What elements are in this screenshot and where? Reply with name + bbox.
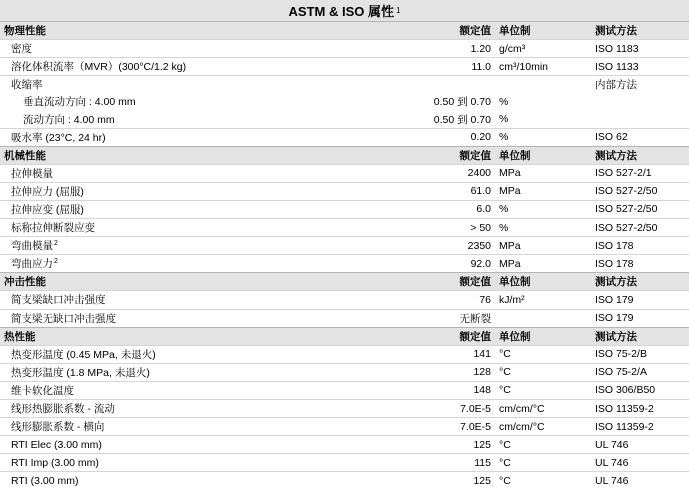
property-unit: cm³/10min — [498, 58, 595, 76]
property-value: 61.0 — [399, 182, 498, 200]
property-method: ISO 178 — [595, 237, 689, 255]
col-header-value: 额定值 — [399, 22, 498, 40]
property-method: ISO 75-2/A — [595, 363, 689, 381]
property-name-cell — [0, 237, 399, 255]
table-row — [0, 418, 689, 436]
property-unit: MPa — [498, 237, 595, 255]
table-row — [0, 472, 689, 490]
property-name: 弯曲模量 — [11, 240, 53, 253]
property-name: 热变形温度 (1.8 MPa, 未退火) — [0, 363, 399, 381]
property-value: 125 — [399, 436, 498, 454]
property-unit: °C — [498, 363, 595, 381]
property-method: ISO 179 — [595, 291, 689, 309]
property-name: 维卡软化温度 — [0, 381, 399, 399]
property-value: 0.20 — [399, 128, 498, 146]
section-header-thermal — [0, 327, 689, 345]
table-row — [0, 219, 689, 237]
property-value: 76 — [399, 291, 498, 309]
property-value: 0.50 到 0.70 — [433, 96, 491, 109]
table-row — [0, 291, 689, 309]
col-header-method: 测试方法 — [595, 327, 689, 345]
property-unit: °C — [498, 472, 595, 490]
table-row — [0, 436, 689, 454]
col-header-unit: 单位制 — [498, 273, 595, 291]
table-row — [0, 363, 689, 381]
property-value: 92.0 — [399, 255, 498, 273]
property-name: 溶化体积流率（MVR）(300°C/1.2 kg) — [0, 58, 399, 76]
property-method: ISO 527-2/50 — [595, 219, 689, 237]
property-value: 141 — [399, 345, 498, 363]
property-unit: g/cm³ — [498, 40, 595, 58]
property-unit: MPa — [498, 182, 595, 200]
table-row — [0, 182, 689, 200]
property-method: UL 746 — [595, 454, 689, 472]
property-name: 收缩率 — [0, 76, 399, 94]
property-name: 密度 — [0, 40, 399, 58]
section-title: 物理性能 — [0, 22, 399, 40]
property-unit: MPa — [498, 164, 595, 182]
property-method: ISO 527-2/50 — [595, 200, 689, 218]
property-value: 148 — [399, 381, 498, 399]
property-name: 垂直流动方向 : 4.00 mm — [23, 96, 136, 109]
property-value: 128 — [399, 363, 498, 381]
property-name: 流动方向 : 4.00 mm — [23, 113, 115, 126]
title-bar — [0, 0, 689, 21]
property-unit: °C — [498, 436, 595, 454]
property-value: 11.0 — [399, 58, 498, 76]
col-header-value: 额定值 — [399, 146, 498, 164]
property-method: UL 746 — [595, 472, 689, 490]
property-value: > 50 — [399, 219, 498, 237]
property-method: ISO 11359-2 — [595, 399, 689, 417]
property-name: 拉伸应变 (屈服) — [0, 200, 399, 218]
property-method: ISO 1133 — [595, 58, 689, 76]
table-row — [0, 164, 689, 182]
section-title: 冲击性能 — [0, 273, 399, 291]
property-method: 内部方法 — [595, 76, 689, 94]
section-header-physical — [0, 22, 689, 40]
table-row — [0, 93, 689, 110]
property-method — [595, 110, 689, 128]
property-unit: cm/cm/°C — [498, 399, 595, 417]
property-unit — [498, 309, 595, 327]
property-name: RTI Elec (3.00 mm) — [0, 436, 399, 454]
section-title: 热性能 — [0, 327, 399, 345]
col-header-method: 测试方法 — [595, 22, 689, 40]
property-method — [595, 93, 689, 110]
property-name: 简支梁无缺口冲击强度 — [0, 309, 399, 327]
property-method: UL 746 — [595, 436, 689, 454]
property-value: 7.0E-5 — [399, 399, 498, 417]
property-method: ISO 75-2/B — [595, 345, 689, 363]
property-unit: % — [498, 200, 595, 218]
property-method: ISO 306/B50 — [595, 381, 689, 399]
property-unit: °C — [498, 345, 595, 363]
properties-table — [0, 21, 689, 489]
property-unit: kJ/m² — [498, 291, 595, 309]
table-row — [0, 399, 689, 417]
property-name: 拉伸模量 — [0, 164, 399, 182]
section-header-impact — [0, 273, 689, 291]
property-method: ISO 178 — [595, 255, 689, 273]
property-value: 125 — [399, 472, 498, 490]
property-name: 热变形温度 (0.45 MPa, 未退火) — [0, 345, 399, 363]
property-method: ISO 1183 — [595, 40, 689, 58]
property-method: ISO 179 — [595, 309, 689, 327]
table-row — [0, 381, 689, 399]
property-name: 拉伸应力 (屈服) — [0, 182, 399, 200]
property-unit: cm/cm/°C — [498, 418, 595, 436]
footnote-marker: 2 — [54, 258, 58, 266]
table-row — [0, 309, 689, 327]
col-header-value: 额定值 — [399, 327, 498, 345]
property-value: 2350 — [399, 237, 498, 255]
property-unit: % — [499, 95, 509, 108]
property-value: 无断裂 — [399, 309, 498, 327]
property-value: 1.20 — [399, 40, 498, 58]
property-unit: °C — [498, 381, 595, 399]
table-row — [0, 40, 689, 58]
table-row — [0, 454, 689, 472]
property-unit: °C — [498, 454, 595, 472]
property-value: 6.0 — [399, 200, 498, 218]
col-header-unit: 单位制 — [498, 146, 595, 164]
page-title: ASTM & ISO 属性 — [288, 4, 394, 19]
col-header-method: 测试方法 — [595, 146, 689, 164]
title-footnote: 1 — [396, 6, 401, 15]
property-unit: % — [499, 113, 509, 126]
property-name: 吸水率 (23°C, 24 hr) — [0, 128, 399, 146]
section-title: 机械性能 — [0, 146, 399, 164]
property-unit: % — [498, 128, 595, 146]
property-value: 7.0E-5 — [399, 418, 498, 436]
property-value: 0.50 到 0.70 — [433, 113, 491, 126]
section-header-mechanical — [0, 146, 689, 164]
col-header-value: 额定值 — [399, 273, 498, 291]
table-row — [0, 345, 689, 363]
property-name: 线形热膨胀系数 - 流动 — [0, 399, 399, 417]
property-value: 2400 — [399, 164, 498, 182]
property-method: ISO 11359-2 — [595, 418, 689, 436]
table-row — [0, 76, 689, 94]
property-name: RTI (3.00 mm) — [0, 472, 399, 490]
property-name: 线形膨胀系数 - 横向 — [0, 418, 399, 436]
table-row — [0, 200, 689, 218]
property-method: ISO 527-2/50 — [595, 182, 689, 200]
col-header-unit: 单位制 — [498, 22, 595, 40]
property-name: RTI Imp (3.00 mm) — [0, 454, 399, 472]
footnote-marker: 2 — [54, 240, 58, 248]
table-row — [0, 237, 689, 255]
property-unit — [498, 76, 595, 94]
property-name: 标称拉伸断裂应变 — [0, 219, 399, 237]
property-unit: MPa — [498, 255, 595, 273]
property-name-cell — [0, 255, 399, 273]
table-row — [0, 128, 689, 146]
col-header-unit: 单位制 — [498, 327, 595, 345]
property-name: 简支梁缺口冲击强度 — [0, 291, 399, 309]
property-method: ISO 527-2/1 — [595, 164, 689, 182]
property-method: ISO 62 — [595, 128, 689, 146]
property-value: 115 — [399, 454, 498, 472]
table-row — [0, 110, 689, 128]
property-name: 弯曲应力 — [11, 258, 53, 271]
col-header-method: 测试方法 — [595, 273, 689, 291]
property-unit: % — [498, 219, 595, 237]
table-row — [0, 255, 689, 273]
property-value — [399, 76, 498, 94]
table-row — [0, 58, 689, 76]
